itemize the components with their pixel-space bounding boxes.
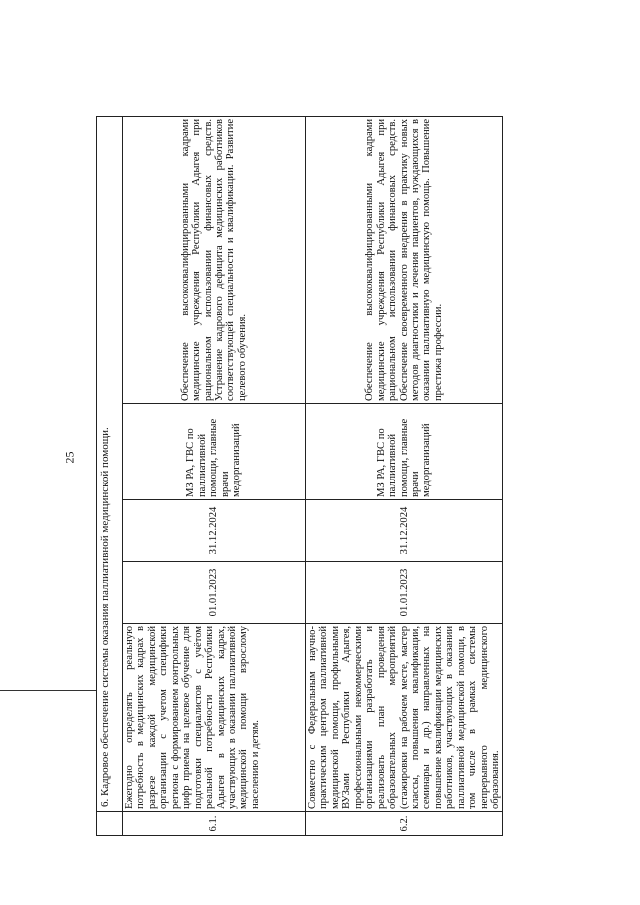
table-row <box>306 116 503 835</box>
rotated-table-container <box>96 117 501 836</box>
row-end-date: 31.12.2024 <box>306 500 503 562</box>
table-row <box>123 116 306 835</box>
row-result: Обеспечение высококвалифицированными кадрами медицинские учреждения Республики Адыгея при рациональном использовании финансовых средств. Устранение кадрового дефицита медицинских работников соответствующей специальности и квалификации. Развитие целевого обучения. <box>123 116 306 403</box>
section-header-row <box>97 116 123 835</box>
left-margin-line <box>0 690 96 691</box>
row-responsible: МЗ РА, ГВС по паллиативной помощи, главные врачи медорганизаций <box>123 404 306 500</box>
table-landscape <box>96 117 501 836</box>
section-spacer <box>97 812 123 836</box>
row-activity: Совместно с Федеральным научно-практическим центром паллиативной медицинской помощи, профильными ВУЗами Республики Адыгея, профессиональными некоммерческими организациями разработать и реализовать план проведения образовательных мероприятий (стажировки на рабочем месте, мастер классы, повышения квалификации, семинары и др.) направленных на повышение квалификации медицинских работников, участвующих в оказании паллиативной медицинской помощи, в том числе в рамках системы непрерывного медицинского образования. <box>306 624 503 812</box>
row-responsible: МЗ РА, ГВС по паллиативной помощи, главные врачи медорганизаций <box>306 404 503 500</box>
row-result: Обеспечение высококвалифицированными кадрами медицинские учреждения Республики Адыгея при рациональном использовании финансовых средств. Обеспечение своевременного внедрения в практику новых методов диагностики и лечения пациентов, нуждающихся в оказании паллиативную медицинскую помощь. Повышение престижа профессии. <box>306 116 503 403</box>
row-activity: Ежегодно определять реальную потребность в медицинских кадрах в разрезе каждой медицинской организации с учетом специфики региона с формированием контрольных цифр приема на целевое обучение для подготовки специалистов с учётом реальной потребности Республики Адыгея в медицинских кадрах, участвующих в оказании паллиативной медицинской помощи взрослому населению и детям. <box>123 624 306 812</box>
row-end-date: 31.12.2024 <box>123 500 306 562</box>
row-start-date: 01.01.2023 <box>306 562 503 624</box>
row-number: 6.2. <box>306 812 503 836</box>
row-start-date: 01.01.2023 <box>123 562 306 624</box>
section-title: 6. Кадровое обеспечение системы оказания паллиативной медицинской помощи. <box>97 116 123 811</box>
activity-table <box>96 116 503 836</box>
row-number: 6.1. <box>123 812 306 836</box>
page-number: 25 <box>62 451 77 464</box>
